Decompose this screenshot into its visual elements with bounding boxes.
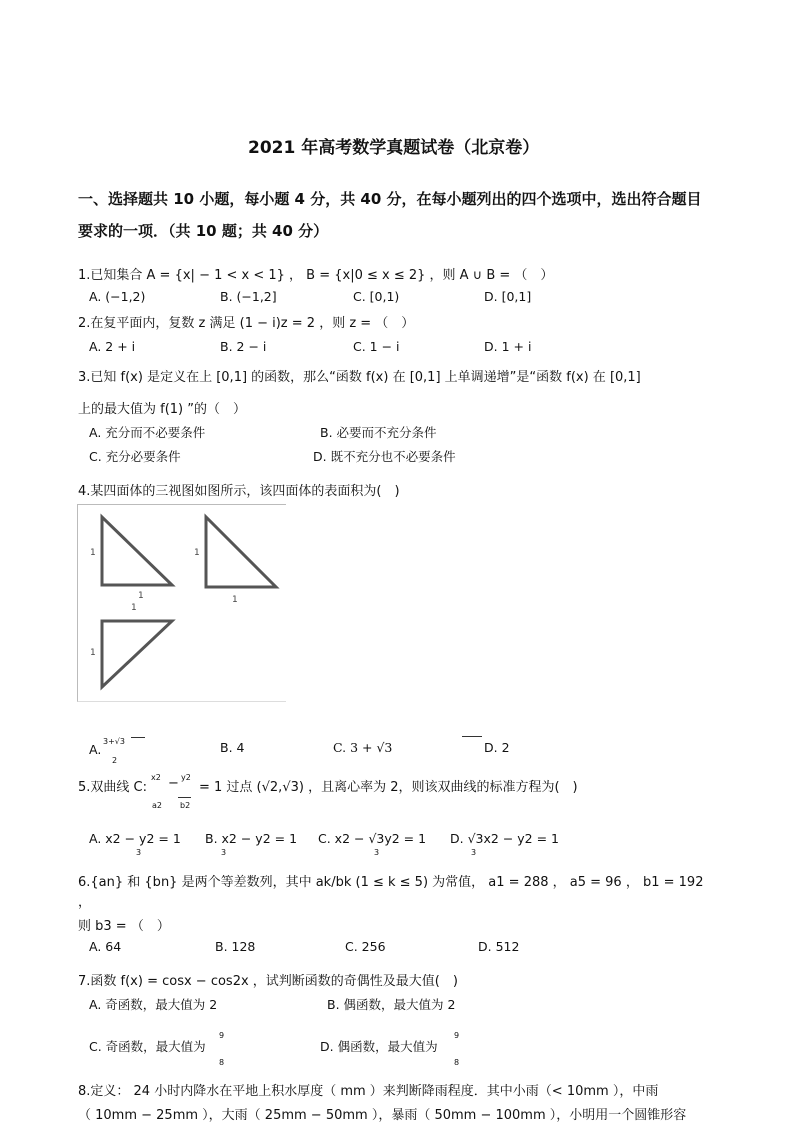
q7-option-d-num: 9 (454, 1031, 460, 1040)
page-title: 2021 年高考数学真题试卷（北京卷） (248, 138, 540, 158)
front-width-label: 1 (138, 591, 144, 601)
q7-option-c[interactable]: C. 奇函数，最大值为 (89, 1039, 206, 1054)
top-view-triangle (102, 621, 172, 687)
question-1-stem: 1.已知集合 A = {x| − 1 < x < 1} ， B = {x|0 ≤ x ≤ 2} ，则 A ∪ B = （ ） (78, 268, 554, 283)
question-5-stem: = 1 过点 (√2,√3) ，且离心率为 2，则该双曲线的标准方程为( ) (199, 780, 578, 795)
top-depth-label: 1 (90, 648, 96, 658)
q6-option-c[interactable]: C. 256 (345, 939, 386, 954)
q5-option-b[interactable]: B. x2 − y2 = 1 (205, 831, 298, 846)
question-6-stem: 6.{an} 和 {bn} 是两个等差数列，其中 ak/bk (1 ≤ k ≤ 5) 为常值， a1 = 288 ， a5 = 96 ， b1 = 192 (78, 875, 704, 890)
q4-option-c[interactable]: C. 3 + √3 (333, 740, 393, 755)
q4-option-a-denominator: 2 (112, 756, 118, 765)
question-4-stem: 4.某四面体的三视图如图所示，该四面体的表面积为( ) (78, 484, 400, 499)
q7-option-d[interactable]: D. 偶函数，最大值为 (320, 1039, 438, 1054)
q5-minus: − (168, 776, 179, 791)
q4-option-a-prefix[interactable]: A. (89, 742, 102, 757)
section-heading-line2: 要求的一项．（共 10 题；共 40 分） (78, 222, 329, 240)
q5-y2: y2 (181, 773, 191, 782)
q1-option-b[interactable]: B. (−1,2] (220, 289, 277, 304)
q2-option-c[interactable]: C. 1 − i (353, 339, 400, 354)
q6-option-b[interactable]: B. 128 (215, 939, 256, 954)
q4-option-b[interactable]: B. 4 (220, 740, 245, 755)
q1-option-d[interactable]: D. [0,1] (484, 289, 532, 304)
q5-a2: a2 (152, 801, 162, 810)
three-view-figure (77, 504, 286, 702)
q3-option-d[interactable]: D. 既不充分也不必要条件 (313, 449, 456, 464)
front-height-label: 1 (90, 548, 96, 558)
q3-option-c[interactable]: C. 充分必要条件 (89, 449, 181, 464)
q7-option-a[interactable]: A. 奇函数，最大值为 2 (89, 997, 218, 1012)
front-view-triangle (102, 517, 172, 585)
q2-option-d[interactable]: D. 1 + i (484, 339, 532, 354)
q5-option-d[interactable]: D. √3x2 − y2 = 1 (450, 831, 559, 846)
q6-option-d[interactable]: D. 512 (478, 939, 520, 954)
question-6-stem-line2: 则 b3 = （ ） (78, 919, 170, 934)
q2-option-a[interactable]: A. 2 + i (89, 339, 136, 354)
q1-option-a[interactable]: A. (−1,2) (89, 289, 146, 304)
top-width-label: 1 (131, 603, 137, 613)
q5-option-d-den: 3 (471, 848, 477, 857)
q7-option-c-den: 8 (219, 1058, 225, 1067)
q5-fraction-bar (178, 797, 191, 798)
q5-option-c-den: 3 (374, 848, 380, 857)
question-3-stem-line1: 3.已知 f(x) 是定义在上 [0,1] 的函数，那么“函数 f(x) 在 [0,1] 上单调递增”是“函数 f(x) 在 [0,1] (78, 370, 641, 385)
q1-option-c[interactable]: C. [0,1) (353, 289, 400, 304)
q7-option-b[interactable]: B. 偶函数，最大值为 2 (327, 997, 456, 1012)
q5-x2: x2 (151, 773, 161, 782)
q3-option-b[interactable]: B. 必要而不充分条件 (320, 425, 437, 440)
q4-option-d[interactable]: D. 2 (484, 740, 510, 755)
q7-option-d-den: 8 (454, 1058, 460, 1067)
q5-option-a-den: 3 (136, 848, 142, 857)
question-8-stem-line1: 8.定义： 24 小时内降水在平地上积水厚度（ mm ）来判断降雨程度．其中小雨（< 10mm ），中雨 (78, 1084, 659, 1099)
question-5-stem-prefix: 5.双曲线 C: (78, 780, 147, 795)
question-7-stem: 7.函数 f(x) = cosx − cos2x ，试判断函数的奇偶性及最大值( ) (78, 974, 458, 989)
q2-option-b[interactable]: B. 2 − i (220, 339, 267, 354)
q5-b2: b2 (180, 801, 191, 810)
q4-option-a-bar (131, 737, 145, 738)
question-3-stem-line2: 上的最大值为 f(1) ”的（ ） (78, 402, 246, 417)
q5-option-b-den: 3 (221, 848, 227, 857)
q3-option-a[interactable]: A. 充分而不必要条件 (89, 425, 206, 440)
side-view-triangle (206, 517, 276, 587)
side-height-label: 1 (194, 548, 200, 558)
three-view-diagram (78, 505, 286, 701)
q5-option-c[interactable]: C. x2 − √3y2 = 1 (318, 831, 427, 846)
question-8-stem-line2: （ 10mm − 25mm ），大雨（ 25mm − 50mm ），暴雨（ 50mm − 100mm ），小明用一个圆锥形容 (78, 1108, 687, 1123)
q6-option-a[interactable]: A. 64 (89, 939, 122, 954)
side-width-label: 1 (232, 595, 238, 605)
q4-option-d-bar (462, 736, 482, 737)
question-2-stem: 2.在复平面内，复数 z 满足 (1 − i)z = 2 ，则 z = （ ） (78, 316, 415, 331)
q7-option-c-num: 9 (219, 1031, 225, 1040)
q5-option-a[interactable]: A. x2 − y2 = 1 (89, 831, 181, 846)
section-heading-line1: 一、选择题共 10 小题，每小题 4 分，共 40 分，在每小题列出的四个选项中，选出符合题目 (78, 190, 702, 208)
question-6-comma: ， (78, 895, 92, 910)
q4-option-a-numerator: 3+√3 (103, 737, 125, 746)
